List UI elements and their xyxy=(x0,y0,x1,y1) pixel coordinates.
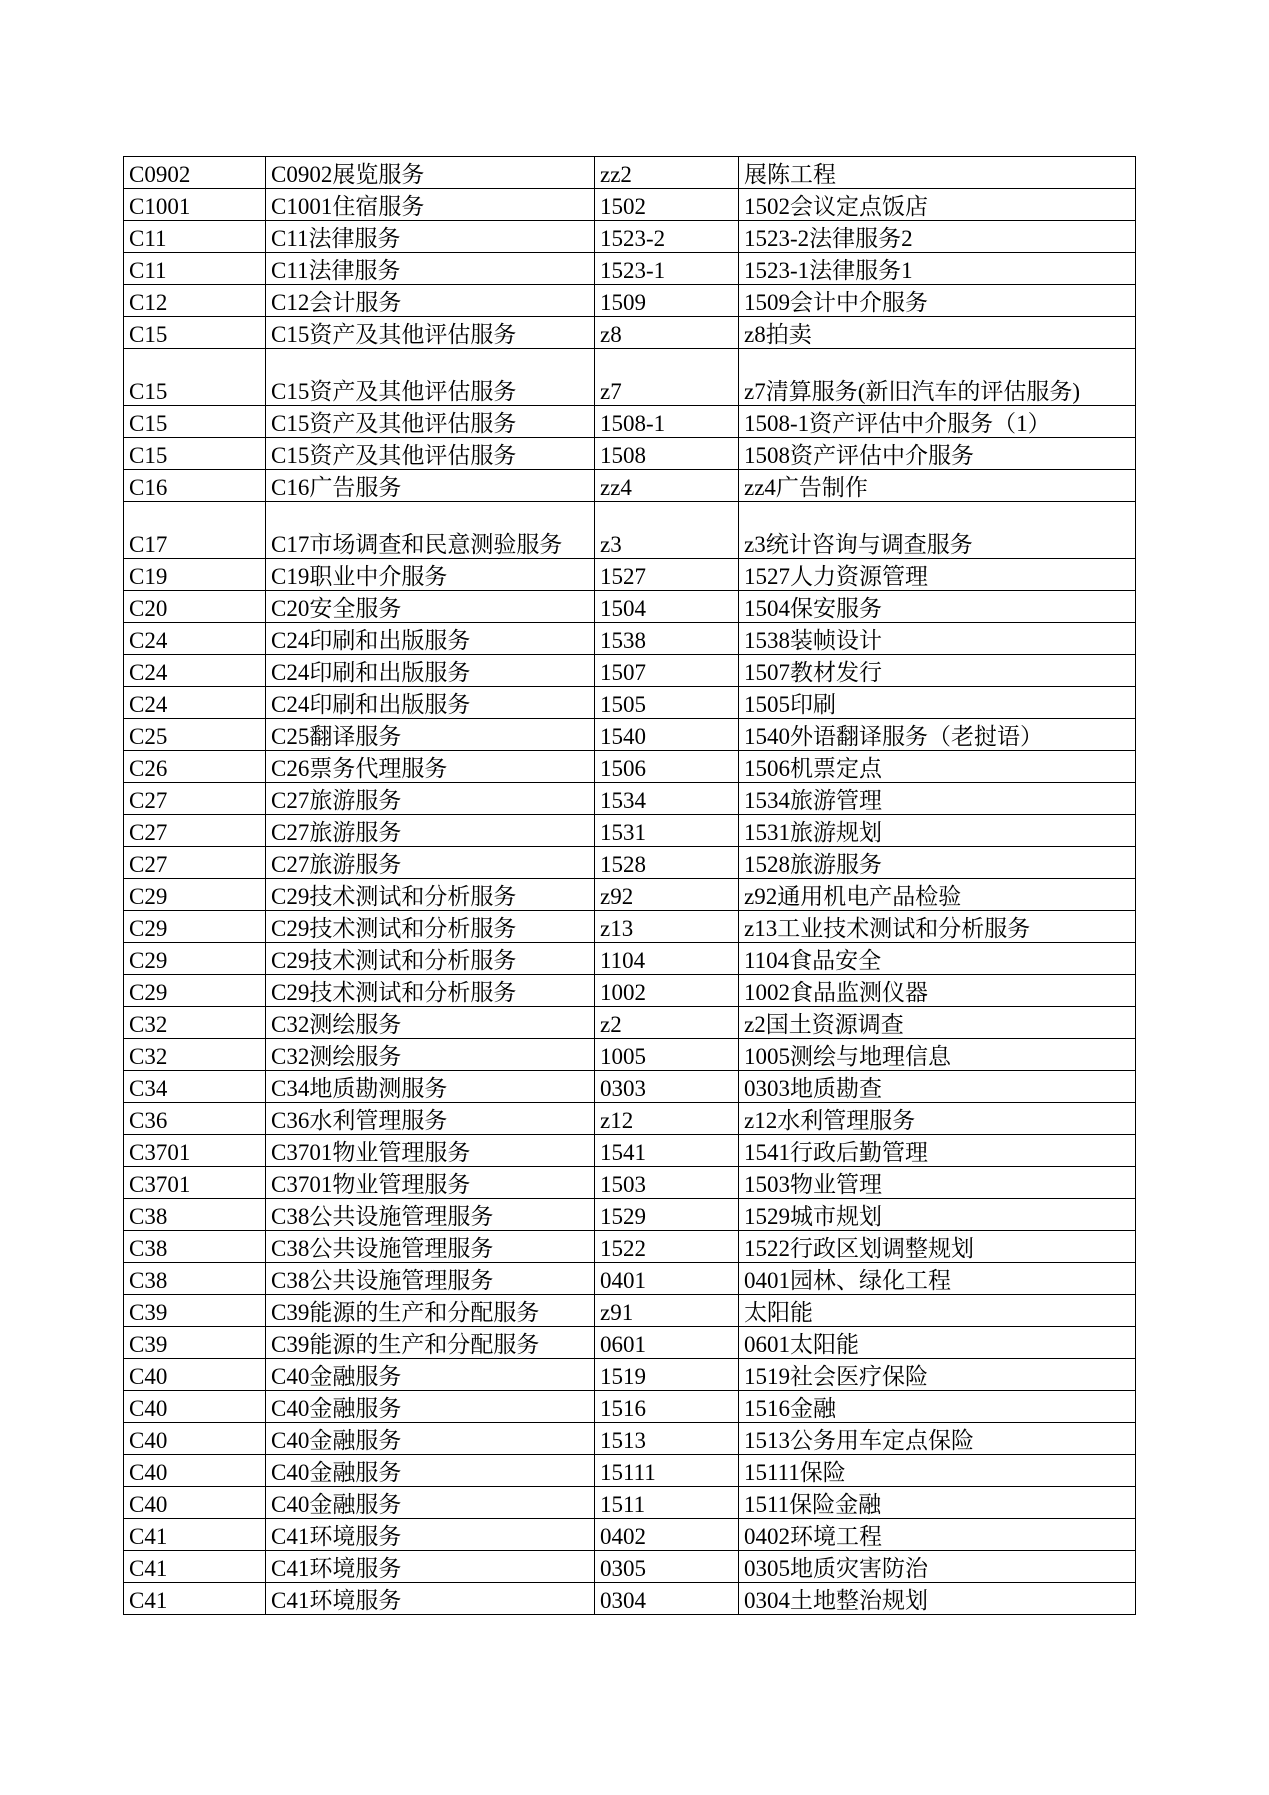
table-row xyxy=(124,591,1136,623)
category-code-cell: C40 xyxy=(124,1359,266,1391)
category-code-cell: C15 xyxy=(124,406,266,438)
category-code-cell: C17 xyxy=(124,502,266,559)
item-code-cell: 1507 xyxy=(595,655,739,687)
category-name-cell: C24印刷和出版服务 xyxy=(266,655,595,687)
category-code-cell: C41 xyxy=(124,1551,266,1583)
category-code-cell: C29 xyxy=(124,975,266,1007)
category-name-cell: C15资产及其他评估服务 xyxy=(266,438,595,470)
table-row xyxy=(124,470,1136,502)
category-name-cell: C32测绘服务 xyxy=(266,1007,595,1039)
item-name-cell: 太阳能 xyxy=(739,1295,1136,1327)
category-code-cell: C32 xyxy=(124,1007,266,1039)
category-code-cell: C39 xyxy=(124,1295,266,1327)
category-name-cell: C15资产及其他评估服务 xyxy=(266,349,595,406)
category-code-cell: C3701 xyxy=(124,1167,266,1199)
table-row xyxy=(124,943,1136,975)
item-name-cell: 0303地质勘查 xyxy=(739,1071,1136,1103)
category-name-cell: C39能源的生产和分配服务 xyxy=(266,1327,595,1359)
category-name-cell: C38公共设施管理服务 xyxy=(266,1231,595,1263)
category-name-cell: C19职业中介服务 xyxy=(266,559,595,591)
item-name-cell: 0601太阳能 xyxy=(739,1327,1136,1359)
item-code-cell: 1523-1 xyxy=(595,253,739,285)
table-row xyxy=(124,1295,1136,1327)
table-row xyxy=(124,1487,1136,1519)
item-code-cell: 1529 xyxy=(595,1199,739,1231)
category-name-cell: C32测绘服务 xyxy=(266,1039,595,1071)
item-code-cell: 0304 xyxy=(595,1583,739,1615)
item-code-cell: 1503 xyxy=(595,1167,739,1199)
table-row xyxy=(124,221,1136,253)
item-code-cell: z8 xyxy=(595,317,739,349)
item-name-cell: 0401园林、绿化工程 xyxy=(739,1263,1136,1295)
table-row xyxy=(124,349,1136,406)
category-name-cell: C17市场调查和民意测验服务 xyxy=(266,502,595,559)
category-code-cell: C24 xyxy=(124,623,266,655)
table-row xyxy=(124,1039,1136,1071)
item-code-cell: 1508-1 xyxy=(595,406,739,438)
item-name-cell: 1516金融 xyxy=(739,1391,1136,1423)
table-row xyxy=(124,719,1136,751)
item-name-cell: 0402环境工程 xyxy=(739,1519,1136,1551)
category-code-cell: C15 xyxy=(124,349,266,406)
item-name-cell: 1523-1法律服务1 xyxy=(739,253,1136,285)
category-code-cell: C15 xyxy=(124,317,266,349)
category-code-cell: C29 xyxy=(124,879,266,911)
item-code-cell: 1527 xyxy=(595,559,739,591)
table-row xyxy=(124,783,1136,815)
category-code-cell: C32 xyxy=(124,1039,266,1071)
item-code-cell: 1002 xyxy=(595,975,739,1007)
category-name-cell: C40金融服务 xyxy=(266,1487,595,1519)
table-row xyxy=(124,406,1136,438)
item-name-cell: 1508-1资产评估中介服务（1） xyxy=(739,406,1136,438)
item-name-cell: z7清算服务(新旧汽车的评估服务) xyxy=(739,349,1136,406)
item-name-cell: 1005测绘与地理信息 xyxy=(739,1039,1136,1071)
category-code-cell: C16 xyxy=(124,470,266,502)
table-row xyxy=(124,1423,1136,1455)
item-code-cell: 0401 xyxy=(595,1263,739,1295)
category-name-cell: C3701物业管理服务 xyxy=(266,1135,595,1167)
item-name-cell: 1540外语翻译服务（老挝语） xyxy=(739,719,1136,751)
item-name-cell: 0304土地整治规划 xyxy=(739,1583,1136,1615)
table-row xyxy=(124,1455,1136,1487)
item-code-cell: 1522 xyxy=(595,1231,739,1263)
category-name-cell: C11法律服务 xyxy=(266,253,595,285)
item-code-cell: 0402 xyxy=(595,1519,739,1551)
category-name-cell: C15资产及其他评估服务 xyxy=(266,406,595,438)
item-code-cell: 1528 xyxy=(595,847,739,879)
item-code-cell: z92 xyxy=(595,879,739,911)
item-name-cell: 1505印刷 xyxy=(739,687,1136,719)
item-code-cell: 1531 xyxy=(595,815,739,847)
category-code-cell: C34 xyxy=(124,1071,266,1103)
category-code-cell: C29 xyxy=(124,943,266,975)
item-code-cell: 1104 xyxy=(595,943,739,975)
item-code-cell: 1506 xyxy=(595,751,739,783)
category-name-cell: C38公共设施管理服务 xyxy=(266,1199,595,1231)
item-name-cell: 15111保险 xyxy=(739,1455,1136,1487)
item-code-cell: z3 xyxy=(595,502,739,559)
item-name-cell: 0305地质灾害防治 xyxy=(739,1551,1136,1583)
category-code-cell: C41 xyxy=(124,1519,266,1551)
table-row xyxy=(124,1551,1136,1583)
table-row xyxy=(124,253,1136,285)
item-code-cell: 15111 xyxy=(595,1455,739,1487)
item-code-cell: 1538 xyxy=(595,623,739,655)
category-code-cell: C36 xyxy=(124,1103,266,1135)
category-code-cell: C27 xyxy=(124,783,266,815)
item-code-cell: zz4 xyxy=(595,470,739,502)
table-row xyxy=(124,317,1136,349)
category-name-cell: C15资产及其他评估服务 xyxy=(266,317,595,349)
category-code-cell: C1001 xyxy=(124,189,266,221)
item-code-cell: z12 xyxy=(595,1103,739,1135)
table-row xyxy=(124,1071,1136,1103)
item-name-cell: 1511保险金融 xyxy=(739,1487,1136,1519)
item-code-cell: 1502 xyxy=(595,189,739,221)
category-code-cell: C20 xyxy=(124,591,266,623)
item-name-cell: 1503物业管理 xyxy=(739,1167,1136,1199)
category-name-cell: C1001住宿服务 xyxy=(266,189,595,221)
table-row xyxy=(124,1135,1136,1167)
category-code-cell: C11 xyxy=(124,221,266,253)
category-name-cell: C29技术测试和分析服务 xyxy=(266,943,595,975)
item-name-cell: z8拍卖 xyxy=(739,317,1136,349)
table-row xyxy=(124,1103,1136,1135)
category-name-cell: C41环境服务 xyxy=(266,1583,595,1615)
category-name-cell: C11法律服务 xyxy=(266,221,595,253)
category-code-cell: C38 xyxy=(124,1231,266,1263)
category-name-cell: C24印刷和出版服务 xyxy=(266,623,595,655)
table-row xyxy=(124,285,1136,317)
category-name-cell: C20安全服务 xyxy=(266,591,595,623)
table-row xyxy=(124,502,1136,559)
table-row xyxy=(124,1519,1136,1551)
table-row xyxy=(124,1231,1136,1263)
category-name-cell: C0902展览服务 xyxy=(266,157,595,189)
service-code-table xyxy=(123,156,1136,1615)
item-code-cell: 1540 xyxy=(595,719,739,751)
item-name-cell: 1509会计中介服务 xyxy=(739,285,1136,317)
category-code-cell: C40 xyxy=(124,1391,266,1423)
item-code-cell: 1523-2 xyxy=(595,221,739,253)
table-row xyxy=(124,189,1136,221)
item-code-cell: 1509 xyxy=(595,285,739,317)
category-name-cell: C27旅游服务 xyxy=(266,847,595,879)
table-row xyxy=(124,911,1136,943)
table-row xyxy=(124,1327,1136,1359)
category-code-cell: C24 xyxy=(124,687,266,719)
item-code-cell: 1005 xyxy=(595,1039,739,1071)
category-name-cell: C12会计服务 xyxy=(266,285,595,317)
table-row xyxy=(124,1583,1136,1615)
category-name-cell: C25翻译服务 xyxy=(266,719,595,751)
item-code-cell: 0305 xyxy=(595,1551,739,1583)
item-name-cell: 1522行政区划调整规划 xyxy=(739,1231,1136,1263)
table-body xyxy=(124,157,1136,1615)
table-row xyxy=(124,1359,1136,1391)
item-name-cell: z2国土资源调查 xyxy=(739,1007,1136,1039)
item-code-cell: 1508 xyxy=(595,438,739,470)
table-row xyxy=(124,655,1136,687)
category-name-cell: C29技术测试和分析服务 xyxy=(266,911,595,943)
item-name-cell: 1519社会医疗保险 xyxy=(739,1359,1136,1391)
category-name-cell: C40金融服务 xyxy=(266,1455,595,1487)
category-code-cell: C0902 xyxy=(124,157,266,189)
item-name-cell: 1527人力资源管理 xyxy=(739,559,1136,591)
category-code-cell: C39 xyxy=(124,1327,266,1359)
item-name-cell: 1507教材发行 xyxy=(739,655,1136,687)
table-row xyxy=(124,559,1136,591)
item-name-cell: 1502会议定点饭店 xyxy=(739,189,1136,221)
table-row xyxy=(124,623,1136,655)
category-code-cell: C11 xyxy=(124,253,266,285)
table-row xyxy=(124,157,1136,189)
category-name-cell: C40金融服务 xyxy=(266,1423,595,1455)
category-name-cell: C3701物业管理服务 xyxy=(266,1167,595,1199)
category-code-cell: C3701 xyxy=(124,1135,266,1167)
item-name-cell: 1002食品监测仪器 xyxy=(739,975,1136,1007)
category-name-cell: C26票务代理服务 xyxy=(266,751,595,783)
item-name-cell: z12水利管理服务 xyxy=(739,1103,1136,1135)
table-row xyxy=(124,1263,1136,1295)
item-name-cell: 1104食品安全 xyxy=(739,943,1136,975)
item-code-cell: 1534 xyxy=(595,783,739,815)
item-code-cell: z7 xyxy=(595,349,739,406)
category-name-cell: C16广告服务 xyxy=(266,470,595,502)
category-code-cell: C29 xyxy=(124,911,266,943)
category-code-cell: C26 xyxy=(124,751,266,783)
item-code-cell: z13 xyxy=(595,911,739,943)
category-code-cell: C38 xyxy=(124,1199,266,1231)
item-code-cell: 0303 xyxy=(595,1071,739,1103)
item-name-cell: 1531旅游规划 xyxy=(739,815,1136,847)
table-row xyxy=(124,879,1136,911)
category-code-cell: C15 xyxy=(124,438,266,470)
item-code-cell: 1505 xyxy=(595,687,739,719)
table-row xyxy=(124,975,1136,1007)
item-name-cell: 1541行政后勤管理 xyxy=(739,1135,1136,1167)
item-name-cell: 1508资产评估中介服务 xyxy=(739,438,1136,470)
item-code-cell: z2 xyxy=(595,1007,739,1039)
category-code-cell: C40 xyxy=(124,1455,266,1487)
item-code-cell: 1504 xyxy=(595,591,739,623)
table-row xyxy=(124,438,1136,470)
category-code-cell: C27 xyxy=(124,847,266,879)
item-code-cell: 1516 xyxy=(595,1391,739,1423)
category-name-cell: C29技术测试和分析服务 xyxy=(266,975,595,1007)
category-name-cell: C39能源的生产和分配服务 xyxy=(266,1295,595,1327)
item-name-cell: 1513公务用车定点保险 xyxy=(739,1423,1136,1455)
item-name-cell: 1523-2法律服务2 xyxy=(739,221,1136,253)
table-row xyxy=(124,751,1136,783)
table-row xyxy=(124,1007,1136,1039)
category-code-cell: C25 xyxy=(124,719,266,751)
item-name-cell: z92通用机电产品检验 xyxy=(739,879,1136,911)
category-name-cell: C27旅游服务 xyxy=(266,783,595,815)
category-code-cell: C27 xyxy=(124,815,266,847)
item-name-cell: 1504保安服务 xyxy=(739,591,1136,623)
item-name-cell: z13工业技术测试和分析服务 xyxy=(739,911,1136,943)
table-row xyxy=(124,1391,1136,1423)
item-code-cell: 1511 xyxy=(595,1487,739,1519)
category-name-cell: C24印刷和出版服务 xyxy=(266,687,595,719)
item-name-cell: 展陈工程 xyxy=(739,157,1136,189)
item-name-cell: 1528旅游服务 xyxy=(739,847,1136,879)
item-code-cell: zz2 xyxy=(595,157,739,189)
table-row xyxy=(124,847,1136,879)
item-code-cell: 0601 xyxy=(595,1327,739,1359)
category-code-cell: C19 xyxy=(124,559,266,591)
category-code-cell: C38 xyxy=(124,1263,266,1295)
category-name-cell: C29技术测试和分析服务 xyxy=(266,879,595,911)
category-name-cell: C41环境服务 xyxy=(266,1551,595,1583)
category-code-cell: C40 xyxy=(124,1423,266,1455)
item-code-cell: 1519 xyxy=(595,1359,739,1391)
item-name-cell: 1534旅游管理 xyxy=(739,783,1136,815)
category-code-cell: C12 xyxy=(124,285,266,317)
table-row xyxy=(124,1167,1136,1199)
item-name-cell: 1538装帧设计 xyxy=(739,623,1136,655)
item-code-cell: 1541 xyxy=(595,1135,739,1167)
category-name-cell: C36水利管理服务 xyxy=(266,1103,595,1135)
table-row xyxy=(124,1199,1136,1231)
item-code-cell: z91 xyxy=(595,1295,739,1327)
table-row xyxy=(124,687,1136,719)
category-name-cell: C34地质勘测服务 xyxy=(266,1071,595,1103)
category-name-cell: C40金融服务 xyxy=(266,1391,595,1423)
table-row xyxy=(124,815,1136,847)
item-name-cell: zz4广告制作 xyxy=(739,470,1136,502)
item-code-cell: 1513 xyxy=(595,1423,739,1455)
category-name-cell: C27旅游服务 xyxy=(266,815,595,847)
category-code-cell: C40 xyxy=(124,1487,266,1519)
category-code-cell: C24 xyxy=(124,655,266,687)
category-name-cell: C38公共设施管理服务 xyxy=(266,1263,595,1295)
category-code-cell: C41 xyxy=(124,1583,266,1615)
item-name-cell: z3统计咨询与调查服务 xyxy=(739,502,1136,559)
item-name-cell: 1529城市规划 xyxy=(739,1199,1136,1231)
category-name-cell: C41环境服务 xyxy=(266,1519,595,1551)
item-name-cell: 1506机票定点 xyxy=(739,751,1136,783)
category-name-cell: C40金融服务 xyxy=(266,1359,595,1391)
